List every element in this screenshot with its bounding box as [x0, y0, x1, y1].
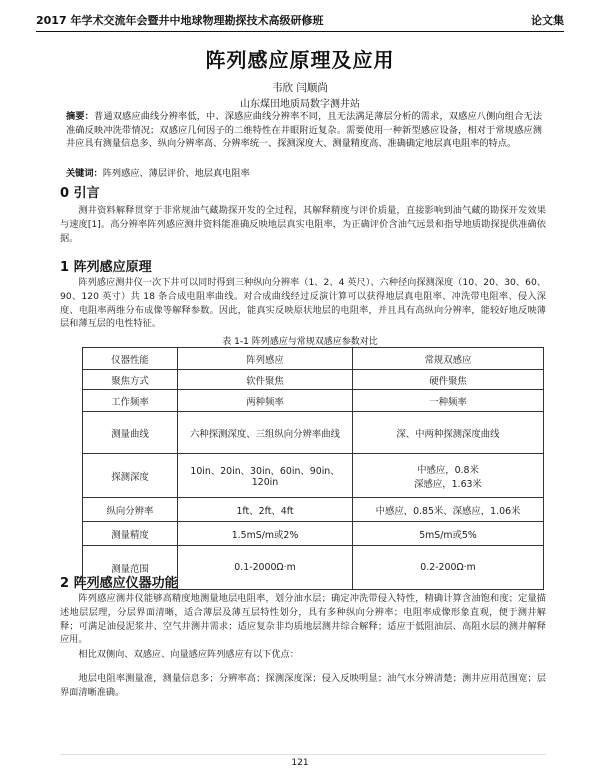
paper-title: 阵列感应原理及应用 [205, 48, 395, 72]
table-row [83, 370, 544, 390]
table-cell: 1ft、2ft、4ft [178, 498, 353, 522]
affiliation: 山东煤田地质局数字测井站 [240, 99, 360, 110]
abstract-label: 摘要： [66, 111, 95, 122]
table-cell: 5mS/m或5% [353, 522, 544, 546]
table-cell: 1.5mS/m或2% [178, 522, 353, 546]
keywords-label: 关键词： [66, 168, 103, 179]
section-2-text: 阵列感应测井仪能够高精度地测量地层电阻率，划分油水层；确定冲洗带侵入特性，精确计算含油饱和度；定量描述地层层理，分层界面清晰，适合薄层及薄互层特性划分，具有多种纵向分辨率；电阻率成像形象直观，便于测井解释；可满足油侵泥浆井、空气井测井需求；适应复杂非均质地层测井综合解释；适应于低阻油层、高阻水层的测井解释应用。 [60, 593, 546, 646]
section-2-heading: 2 阵列感应仪器功能 [60, 576, 178, 591]
table-cell: 硬件聚焦 [353, 370, 544, 390]
authors: 韦欣 闫顺尚 [272, 82, 328, 94]
table-cell: 0.1-2000Ω·m [178, 546, 353, 590]
table-cell: 两种频率 [178, 390, 353, 412]
table-header-cell: 常规双感应 [353, 348, 544, 370]
section-intro-heading: 0 引言 [60, 186, 100, 201]
table-cell: 深、中两种探测深度曲线 [353, 412, 544, 454]
table-row [83, 498, 544, 522]
table-cell: 测量范围 [83, 546, 178, 590]
table-cell: 中感应，0.8米 深感应，1.63米 [353, 454, 544, 498]
table-caption: 表 1-1 阵列感应与常规双感应参数对比 [222, 337, 378, 347]
section-2-advantages: 地层电阻率测量准，测量信息多；分辨率高；探测深度深；侵入反映明显；油气水分辨清楚；测井应用范围宽；层界面清晰准确。 [60, 673, 546, 698]
header-conference: 2017 年学术交流年会暨井中地球物理勘探技术高级研修班 [36, 14, 324, 27]
page-header [36, 8, 564, 32]
table-cell: 六种探测深度、三组纵向分辨率曲线 [178, 412, 353, 454]
keywords-text: 阵列感应、薄层评价、地层真电阻率 [102, 168, 250, 179]
table-header-cell: 阵列感应 [178, 348, 353, 370]
table-header-cell: 仪器性能 [83, 348, 178, 370]
page-number: 121 [291, 758, 309, 768]
table-cell: 探测深度 [83, 454, 178, 498]
abstract [66, 110, 542, 151]
table-cell: 0.2-200Ω·m [353, 546, 544, 590]
table-header-row [83, 348, 544, 370]
section-1-text: 阵列感应测井仪一次下井可以同时得到三种纵向分辨率（1、2、4 英尺）、六种径向探测深度（10、20、30、60、90、120 英寸）共 18 条合成电阻率曲线。对合成曲线经过反演计算可以获得地层真电阻率、冲洗带电阻率、侵入深度、电阻率两维分布成像等解释参数。因此，能真实反映原状地层的电阻率，并且具有高纵向分辨率，能较好地反映薄层和薄互层的电性特征。 [60, 277, 546, 330]
section-1-heading: 1 阵列感应原理 [60, 260, 152, 275]
comparison-table [82, 347, 544, 590]
table-cell: 测量曲线 [83, 412, 178, 454]
footer-divider [60, 754, 546, 755]
table-cell: 工作频率 [83, 390, 178, 412]
table-row [83, 412, 544, 454]
table-cell: 测量精度 [83, 522, 178, 546]
section-2-advantages-intro: 相比双侧向、双感应、向量感应阵列感应有以下优点： [78, 649, 299, 660]
table-cell: 纵向分辨率 [83, 498, 178, 522]
table-row [83, 390, 544, 412]
table-row [83, 454, 544, 498]
table-row [83, 522, 544, 546]
keywords [66, 165, 542, 179]
header-proceedings: 论文集 [531, 14, 564, 27]
abstract-text: 普通双感应曲线分辨率低，中、深感应曲线分辨率不同，且无法满足薄层分析的需求，双感应八侧向组合无法准确反映冲洗带情况；双感应几何因子的二维特性在井眼附近复杂。需要使用一种新型感应设备，相对于常规感应测井应具有测量信息多、纵向分辨率高、分辨率统一、探测深度大、测量精度高、准确确定地层真电阻率的特点。 [66, 111, 543, 150]
section-intro-text: 测井资料解释贯穿于非常规油气藏勘探开发的全过程，其解释精度与评价质量，直接影响到油气藏的勘探开发效果与速度[1]。高分辨率阵列感应测井资料能准确反映地层真实电阻率，为正确评价含油气远景和指导地质勘探提供准确依据。 [60, 205, 546, 244]
table-cell: 聚焦方式 [83, 370, 178, 390]
table-cell: 中感应，0.85米、深感应，1.06米 [353, 498, 544, 522]
table-cell: 一种频率 [353, 390, 544, 412]
table-cell: 软件聚焦 [178, 370, 353, 390]
table-cell: 10in、20in、30in、60in、90in、120in [178, 454, 353, 498]
